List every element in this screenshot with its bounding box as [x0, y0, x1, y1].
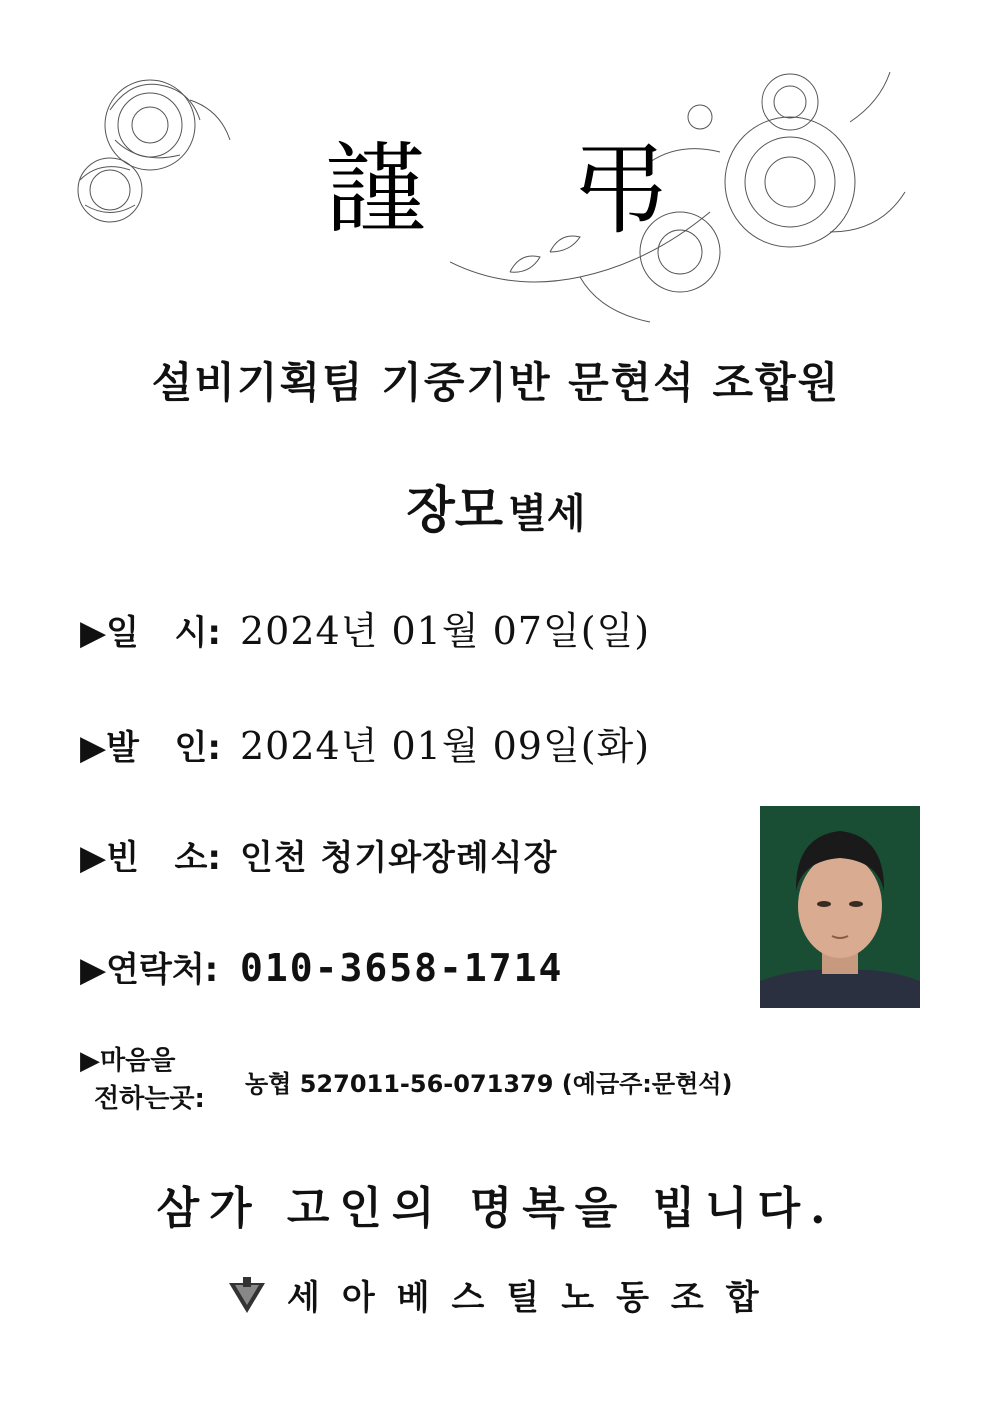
chrysanthemum-right-decoration: [450, 62, 920, 332]
condolence-message: 삼가 고인의 명복을 빕니다.: [156, 1183, 836, 1234]
title-char-2: 弔: [570, 131, 670, 248]
detail-value: 2024년 01월 09일(화): [240, 724, 651, 768]
donation-label-line1: ▶마음을: [80, 1046, 176, 1076]
deceased-relative-subtitle: 설비기획팀 기중기반 문현석 조합원: [151, 358, 841, 407]
footer: [225, 1270, 781, 1319]
union-logo-icon: [225, 1273, 269, 1317]
donation-account: 농협 527011-56-071379 (예금주:문현석): [245, 1070, 733, 1098]
title-char-1: 謹: [325, 131, 425, 248]
detail-row-contact: [80, 942, 563, 991]
detail-label: ▶발 인:: [80, 728, 221, 768]
member-photo: [760, 806, 920, 1008]
detail-label: ▶연락처:: [80, 950, 219, 990]
detail-row-funeral: [80, 715, 650, 770]
headline: [0, 470, 992, 542]
detail-value: 2024년 01월 07일(일): [240, 609, 651, 653]
detail-label: ▶빈 소:: [80, 838, 221, 878]
chrysanthemum-left-decoration: [70, 70, 250, 230]
headline-relation: 장모: [406, 480, 504, 539]
donation-label: [80, 1042, 205, 1118]
detail-label: ▶일 시:: [80, 613, 221, 653]
union-name: 세아베스틸노동조합: [287, 1278, 781, 1318]
detail-row-date: [80, 600, 650, 655]
detail-value: 010-3658-1714: [240, 946, 564, 990]
detail-row-venue: [80, 830, 557, 879]
headline-status: 별세: [508, 490, 586, 537]
detail-value: 인천 청기와장례식장: [240, 838, 558, 878]
donation-label-line2: 전하는곳:: [94, 1084, 205, 1114]
